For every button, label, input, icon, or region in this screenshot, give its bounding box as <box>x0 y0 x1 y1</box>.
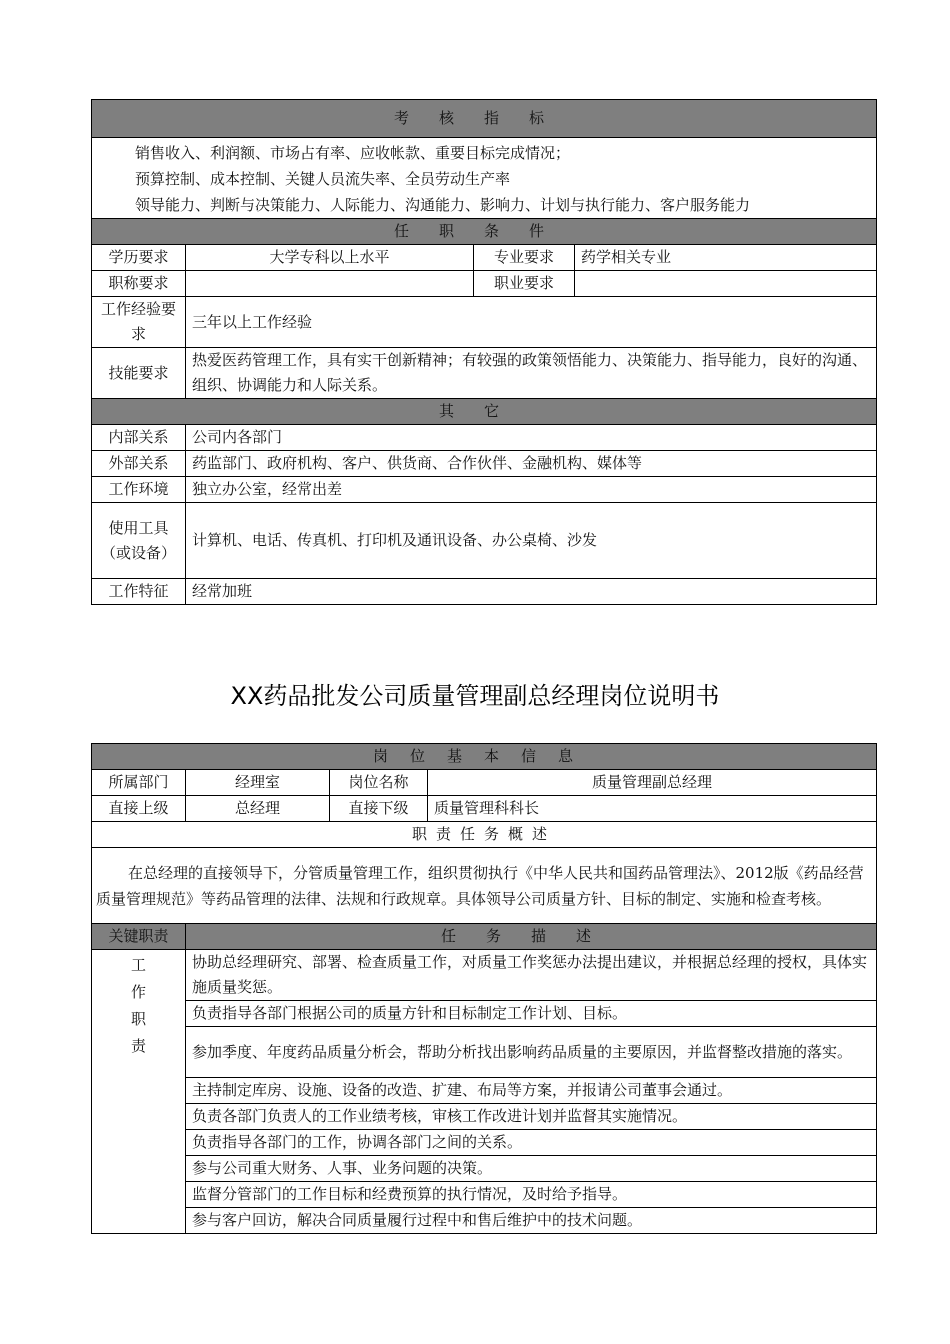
kpi-line: 领导能力、判断与决策能力、人际能力、沟通能力、影响力、计划与执行能力、客户服务能力 <box>135 196 751 214</box>
skill-label: 技能要求 <box>92 348 186 399</box>
duty-label-char: 工 <box>130 956 146 974</box>
document-title: XX药品批发公司质量管理副总经理岗位说明书 <box>230 682 720 710</box>
position-name-label: 岗位名称 <box>330 770 428 796</box>
experience-value: 三年以上工作经验 <box>186 297 877 348</box>
superior-value: 总经理 <box>186 796 330 822</box>
other-header: 其它 <box>92 399 877 425</box>
work-environment-label: 工作环境 <box>92 477 186 503</box>
tools-label: 使用工具（或设备） <box>92 503 186 579</box>
experience-label: 工作经验要求 <box>92 297 186 348</box>
subordinate-value: 质量管理科科长 <box>428 796 877 822</box>
duty-item: 监督分管部门的工作目标和经费预算的执行情况，及时给予指导。 <box>186 1182 877 1208</box>
duty-item: 主持制定库房、设施、设备的改造、扩建、布局等方案，并报请公司董事会通过。 <box>186 1078 877 1104</box>
duty-item: 负责指导各部门根据公司的质量方针和目标制定工作计划、目标。 <box>186 1001 877 1027</box>
duty-item: 协助总经理研究、部署、检查质量工作，对质量工作奖惩办法提出建议，并根据总经理的授权，具体实施质量奖惩。 <box>186 950 877 1001</box>
title-req-value <box>186 271 474 297</box>
department-label: 所属部门 <box>92 770 186 796</box>
duty-label-char: 职 <box>130 1010 146 1028</box>
work-environment-value: 独立办公室，经常出差 <box>186 477 877 503</box>
work-feature-value: 经常加班 <box>186 579 877 605</box>
department-value: 经理室 <box>186 770 330 796</box>
education-label: 学历要求 <box>92 245 186 271</box>
basic-info-header: 岗位基本信息 <box>92 744 877 770</box>
kpi-list <box>92 138 877 219</box>
summary-text: 在总经理的直接领导下，分管质量管理工作，组织贯彻执行《中华人民共和国药品管理法》、2012版《药品经营质量管理规范》等药品管理的法律、法规和行政规章。具体领导公司质量方针、目标的制定、实施和检查考核。 <box>92 848 877 924</box>
job-description-table <box>91 743 877 1234</box>
duty-label-char: 责 <box>130 1037 146 1055</box>
internal-relations-label: 内部关系 <box>92 425 186 451</box>
subordinate-label: 直接下级 <box>330 796 428 822</box>
position-name-value: 质量管理副总经理 <box>428 770 877 796</box>
kpi-line: 销售收入、利润额、市场占有率、应收帐款、重要目标完成情况； <box>135 144 571 162</box>
duty-label-char: 作 <box>130 983 146 1001</box>
duty-item: 负责各部门负责人的工作业绩考核，审核工作改进计划并监督其实施情况。 <box>186 1104 877 1130</box>
kpi-line: 预算控制、成本控制、关键人员流失率、全员劳动生产率 <box>135 170 511 188</box>
duty-label <box>92 950 186 1234</box>
external-relations-label: 外部关系 <box>92 451 186 477</box>
internal-relations-value: 公司内各部门 <box>186 425 877 451</box>
kpi-header: 考核指标 <box>92 100 877 138</box>
major-value: 药学相关专业 <box>575 245 877 271</box>
duty-item: 参与公司重大财务、人事、业务问题的决策。 <box>186 1156 877 1182</box>
task-description-header: 任务描述 <box>186 924 877 950</box>
education-value: 大学专科以上水平 <box>186 245 474 271</box>
skill-value: 热爱医药管理工作，具有实干创新精神；有较强的政策领悟能力、决策能力、指导能力，良好的沟通、组织、协调能力和人际关系。 <box>186 348 877 399</box>
summary-header: 职责任务概述 <box>92 822 877 848</box>
tools-value: 计算机、电话、传真机、打印机及通讯设备、办公桌椅、沙发 <box>186 503 877 579</box>
major-label: 专业要求 <box>474 245 575 271</box>
external-relations-value: 药监部门、政府机构、客户、供货商、合作伙伴、金融机构、媒体等 <box>186 451 877 477</box>
key-duty-label: 关键职责 <box>92 924 186 950</box>
duty-item: 参与客户回访，解决合同质量履行过程中和售后维护中的技术问题。 <box>186 1208 877 1234</box>
job-requirements-table <box>91 99 877 605</box>
profession-value <box>575 271 877 297</box>
title-req-label: 职称要求 <box>92 271 186 297</box>
duty-item: 参加季度、年度药品质量分析会，帮助分析找出影响药品质量的主要原因，并监督整改措施的落实。 <box>186 1027 877 1078</box>
qualification-header: 任职条件 <box>92 219 877 245</box>
profession-label: 职业要求 <box>474 271 575 297</box>
superior-label: 直接上级 <box>92 796 186 822</box>
duty-item: 负责指导各部门的工作，协调各部门之间的关系。 <box>186 1130 877 1156</box>
work-feature-label: 工作特征 <box>92 579 186 605</box>
